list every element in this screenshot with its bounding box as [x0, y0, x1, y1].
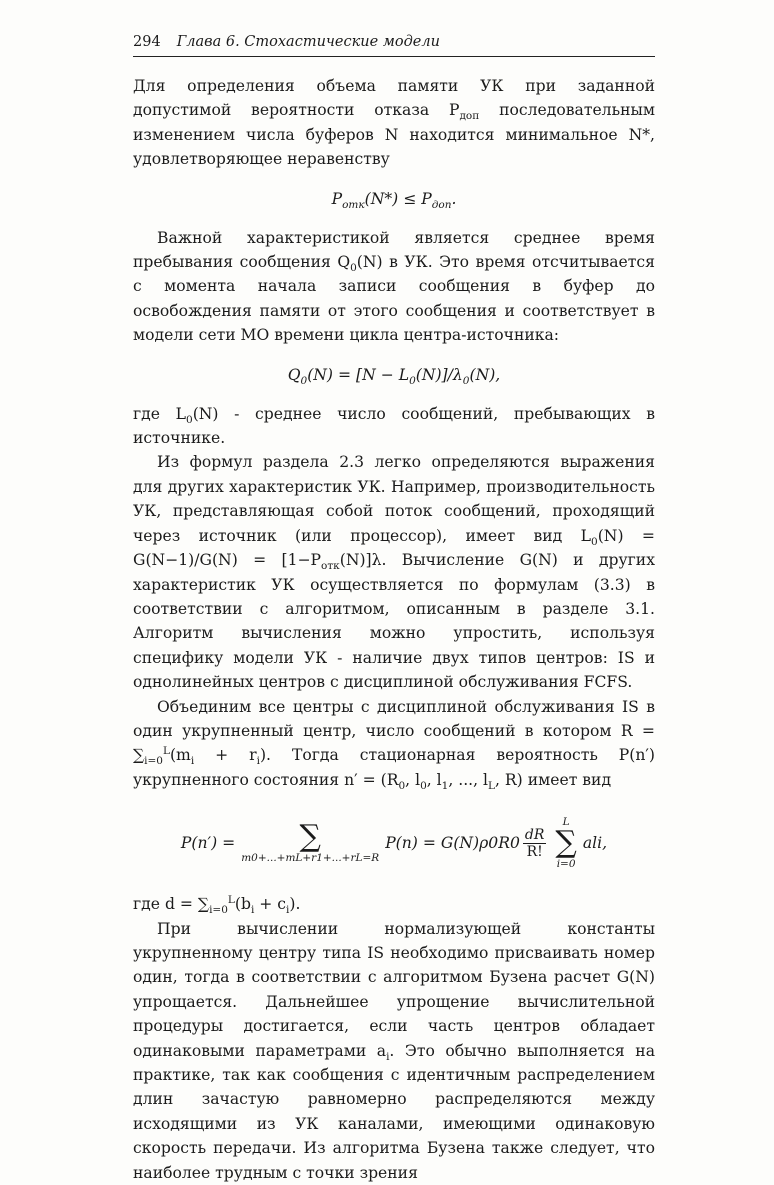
- eq3-mid: P(n) = G(N)ρ0R0: [385, 833, 520, 852]
- paragraph-7: При вычислении нормализующей константы укрупненному центру типа IS необходимо присваивать номер один, тогда в соответствии с алгоритмом Бузена расчет G(N) упрощается. Дальнейшее упрощение вычислительной процедуры достигается, если часть центров обладает одинаковыми параметрами $a_i$. Это обычно выполняется на практике, так как сообщения с идентичным распределением длин зачастую равномерно распределяются между исходящими из УК каналами, имеющими одинаковую скорость передачи. Из алгоритма Бузена также следует, что наиболее трудным с точки зрения: [133, 919, 655, 1182]
- equation-3: [133, 810, 655, 876]
- eq3-lhs: P(n′) =: [180, 833, 236, 852]
- eq3-sum2-upper: L: [562, 816, 570, 829]
- chapter-title: Глава 6. Стохастические модели: [176, 34, 440, 50]
- eq3-sum: [241, 819, 380, 865]
- page-number: 294: [133, 34, 161, 50]
- eq3-sum2: [555, 816, 576, 870]
- paragraph-3: где $L_0(N)$ - среднее число сообщений, пребывающих в источнике.: [133, 404, 655, 448]
- paragraph-1: Для определения объема памяти УК при заданной допустимой вероятности отказа $P_{доп}$ последовательным изменением числа буферов N находится минимальное N*, удовлетворяющее неравенству: [133, 77, 656, 169]
- paragraph-6: где $d = \sum_{i=0}^L(b_i + c_i)$.: [133, 893, 301, 917]
- eq3-frac-num: dR: [524, 826, 545, 843]
- equation-1: $P_{отк}(N*) \le P_{доп}$.: [331, 189, 457, 211]
- paragraph-4: Из формул раздела 2.3 легко определяются выражения для других характеристик УК. Например, производительность УК, представляющая собой поток сообщений, проходящий через источник (или процессор), имеет вид $L_0(N) = G(N-1)/G(N) = [1-P_{отк}(N)]\lambda$. Вычисление G(N) и других характеристик УК осуществляется по формулам (3.3) в соответствии с алгоритмом, описанным в разделе 3.1. Алгоритм вычисления можно упростить, используя специфику модели УК - наличие двух типов центров: IS и однолинейных центров с дисциплиной обслуживания FCFS.: [133, 453, 655, 692]
- sum-sign: ∑: [299, 819, 321, 855]
- eq3-fraction: [523, 827, 547, 860]
- eq3-sum-lower: m0+...+mL+r1+...+rL=R: [241, 852, 380, 865]
- running-header: [133, 34, 655, 56]
- header-rule: [133, 56, 655, 57]
- paragraph-2: Важной характеристикой является среднее время пребывания сообщения $Q_0(N)$ в УК. Это время отсчитывается с момента начала записи сообщения в буфер до освобождения памяти от этого сообщения и соответствует в модели сети МО времени цикла центра-источника:: [133, 228, 655, 345]
- page: [133, 34, 656, 1182]
- paragraph-5: Объединим все центры с дисциплиной обслуживания IS в один укрупненный центр, число сообщений в котором $R = \sum_{i=0}^L(m_i + r_i)$. Тогда стационарная вероятность P(n′) укрупненного состояния $n' = (R_0$, $l_0$, $l_1$, ..., $l_L$, R) имеет вид: [133, 697, 656, 792]
- page-body: [133, 74, 655, 1185]
- sum-sign-2: ∑: [555, 825, 577, 861]
- eq3-tail: ali,: [582, 833, 608, 852]
- eq3-sum2-lower: i=0: [556, 858, 576, 871]
- eq3-frac-den: R!: [526, 843, 543, 860]
- equation-2: $Q_0(N) = [N - L_0(N)]/\lambda_0(N)$,: [287, 365, 501, 387]
